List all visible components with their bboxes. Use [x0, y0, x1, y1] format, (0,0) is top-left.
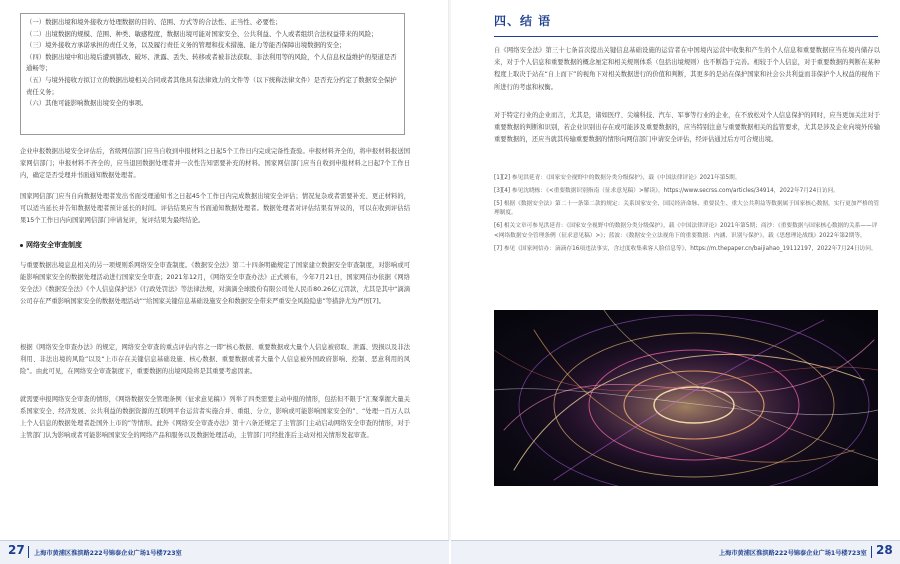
section-subheading: 网络安全审查制度	[20, 240, 82, 250]
review-item: （二）出境数据的规模、范围、种类、敏感程度，数据出境可能对国家安全、公共利益、个人或者组织合法权益带来的风险；	[26, 29, 378, 38]
page-footer	[0, 540, 449, 564]
body-paragraph: 与重要数据出境息息相关的另一项规则系网络安全审查制度。《数据安全法》第二十四条明确规定了国家建立数据安全审查制度，对影响或可能影响国家安全的数据处理活动进行国家安全审查；2021年12月，《网络安全审查办法》正式颁布，今年7月21日，国家网信办依据《网络安全法》《数据安全法》《个人信息保护法》《行政处罚法》等法律法规，对滴滴全球股份有限公司处人民币80.26亿元罚款，尤其是其中“滴滴公司存在严重影响国家安全的数据处理活动”“给国家关键信息基础设施安全和数据安全带来严重安全风险隐患”等措辞尤为严厉[7]。	[20, 262, 410, 305]
left-page	[0, 0, 449, 563]
footer-address: 上海市黄浦区淮滨路222号锦泰企业广场1号楼723室	[34, 550, 182, 557]
reference-item: [1][2] 参见洪延青：《国家安全视野中的数据分类分级保护》，载《中国法律评论》2021年第5期。	[494, 175, 741, 181]
references-list	[494, 174, 880, 258]
footer-divider	[28, 546, 29, 558]
footer-address: 上海市黄浦区淮滨路222号锦泰企业广场1号楼723室	[719, 550, 867, 557]
body-paragraph: 就需要申报网络安全审查的情形，《网络数据安全管理条例（征求意见稿）》列举了四类需要主动申报的情形，包括但不限于“汇聚掌握大量关系国家安全、经济发展、公共利益的数据资源的互联网平台运营者实施合并、重组、分立，影响或可能影响国家安全的”、“处理一百万人以上个人信息的数据处理者赴国外上市的”等情形。此外《网络安全审查办法》第十六条还规定了主管部门主动启动网络安全审查的情形，对于主管部门认为影响或者可能影响国家安全的网络产品和服务以及数据处理活动，主管部门可经批准后主动对相关情形发起审查。	[20, 396, 410, 439]
reference-item: [7] 参见《国家网信办：滴滴存16项违法事实，含过度收集乘客人脸信息等》，https://m.thepaper.cn/baijiahao_19112197，2022年7月24日访问。	[494, 245, 877, 252]
light-trails-photo	[494, 310, 878, 486]
bullet-icon	[20, 244, 23, 247]
review-item: （六）其他可能影响数据出境安全的事项。	[26, 99, 148, 108]
review-item: （一）数据出境和境外接收方处理数据的目的、范围、方式等的合法性、正当性、必要性；	[26, 18, 282, 26]
reference-item: [5] 根据《数据安全法》第二十一条第二款的规定：关系国家安全、国民经济命脉、重要民生、重大公共利益等数据属于国家核心数据，实行更加严格的管理制度。	[494, 201, 880, 217]
page-number: 27	[8, 543, 25, 557]
body-paragraph: 国家网信部门应当自向数据处理者发出书面受理通知书之日起45个工作日内完成数据出境安全评估；情况复杂或者需要补充、更正材料的，可以适当延长并告知数据处理者预计延长的时间。评估结果应当书面通知数据处理者。数据处理者对评估结果有异议的，可以在收到评估结果15个工作日内向国家网信部门申请复评，复评结果为最终结论。	[20, 193, 410, 224]
body-paragraph: 对于特定行业的企业而言，尤其是，诸如医疗、尖端科技、汽车、军事等行业的企业，在不放松对个人信息保护的同时，应当更加关注对于重要数据的判断和识别，若企业识别出存在或可能涉及重要数据的，应当特别注意与重要数据相关的监管要求，尤其是涉及企业向境外传输重要数据的，还应当就其传输重要数据的情形向网信部门申请安全评估，经评估通过后方可合规出境。	[494, 112, 880, 144]
reference-item: [3][4] 参见沈晓栋：《<重要数据识别指南（征求意见稿）>解读》，https://www.secrss.com/articles/34914，2022年7月24日访问。	[494, 188, 839, 194]
review-items-box	[20, 13, 405, 135]
page-number: 28	[876, 543, 893, 557]
footer-divider	[871, 546, 872, 558]
review-item: （四）数据出境中和出境后遭到篡改、破坏、泄露、丢失、转移或者被非法获取、非法利用等的风险，个人信息权益维护的渠道是否通畅等；	[26, 52, 397, 73]
review-item: （五）与境外接收方拟订立的数据出境相关合同或者其他具有法律效力的文件等（以下统称法律文件）是否充分约定了数据安全保护责任义务；	[26, 75, 397, 96]
section-title: 四、结 语	[494, 14, 552, 28]
body-paragraph: 自《网络安全法》第三十七条首次提出关键信息基础设施的运营者在中国境内运营中收集和产生的个人信息和重要数据应当在境内储存以来，对于个人信息和重要数据的概念厘定和相关规则体系（包括出境规则）也不断趋于完善。相较于个人信息，对于重要数据的判断在某种程度上取决于站在“自上而下”的视角下对相关数据进行的价值和判断，其更多的是站在保护国家和社会公共利益而非保护个人权益的视角下所进行的考虑和权衡。	[494, 47, 880, 91]
reference-item: [6] 相关文章可参见洪延青：《国家安全视野中的数据分类分级保护》，载《中国法律评论》2021年第5期；商沙：《重要数据与国家核心数据的关系——评<网络数据安全管理条例（征求意见稿）>》；蓝波：《数据安全立法视角下的重要数据：内涵、识别与保护》，载《思想理论战线》2022年第2期等。	[494, 223, 878, 239]
body-paragraph: 根据《网络安全审查办法》的规定，网络安全审查的重点评估内容之一即“核心数据、重要数据或大量个人信息被窃取、泄露、毁损以及非法利用、非法出境的风险”以及“上市存在关键信息基础设施、核心数据、重要数据或者大量个人信息被外国政府影响、控制、恶意利用的风险”。由此可见，在网络安全审查制度下，重要数据的出境风险将是其重要考虑因素。	[20, 344, 410, 375]
page-footer	[451, 540, 900, 564]
review-item: （三）境外接收方承诺承担的责任义务，以及履行责任义务的管理和技术措施、能力等能否保障出境数据的安全；	[26, 41, 346, 50]
section-title-rule	[494, 36, 878, 37]
body-paragraph: 企业申报数据出境安全评估后，省级网信部门应当自收到申报材料之日起5个工作日内完成完备性查验。申报材料齐全的，将申报材料报送国家网信部门；申报材料不齐全的，应当退回数据处理者并一次性告知需要补充的材料。国家网信部门应当自收到申报材料之日起7个工作日内，确定是否受理并书面通知数据处理者。	[20, 148, 410, 179]
